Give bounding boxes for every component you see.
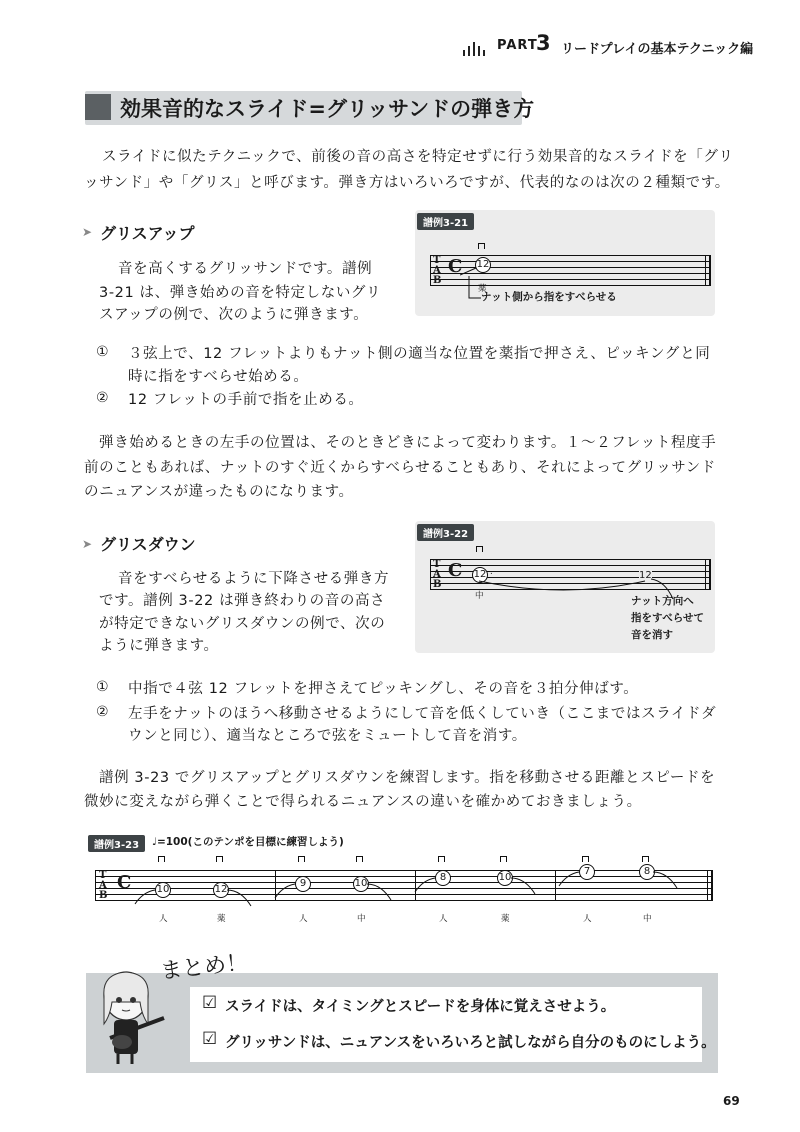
fret-number: 10 bbox=[155, 882, 171, 898]
summary-title: まとめ！ bbox=[159, 950, 250, 985]
callout-note-2: 指をすべらせて bbox=[631, 612, 704, 624]
step-2-line-1: 12 フレットの手前で指を止める。 bbox=[128, 392, 364, 408]
dot-mark: . bbox=[490, 567, 493, 577]
step-down-2-line-1: 左手をナットのほうへ移動させるようにして音を低くしていき（ここまではスライドダ bbox=[128, 706, 717, 722]
time-signature: C bbox=[117, 872, 132, 893]
header-bars-icon bbox=[463, 40, 487, 56]
tempo-marking: ♩=100(このテンポを目標に練習しよう) bbox=[152, 836, 344, 848]
fret-number: 10 bbox=[497, 870, 513, 886]
downstroke-icon bbox=[478, 243, 485, 249]
summary-item-1: スライドは、タイミングとスピードを身体に覚えさせよう。 bbox=[225, 999, 616, 1015]
tab-clef-b: B bbox=[433, 579, 442, 590]
gliss-down-body-1: 音をすべらせるように下降させる弾き方 bbox=[118, 571, 390, 587]
gliss-curve bbox=[133, 884, 173, 908]
step-number: ② bbox=[96, 390, 109, 406]
gliss-up-body-2: 3-21 は、弾き始めの音を特定しないグリ bbox=[99, 285, 382, 301]
fret-number: 10 bbox=[353, 876, 369, 892]
tab-clef-a: A bbox=[433, 265, 441, 276]
downstroke-icon bbox=[298, 856, 305, 862]
example-label: 譜例3-22 bbox=[417, 524, 474, 541]
fret-number: 12 bbox=[475, 257, 491, 273]
practice-line-2: 微妙に変えながら弾くことで得られるニュアンスの違いを確かめておきましょう。 bbox=[84, 794, 642, 810]
part-title: リードプレイの基本テクニック編 bbox=[561, 42, 754, 57]
gliss-curve bbox=[273, 878, 313, 902]
gliss-up-heading: グリスアップ bbox=[100, 224, 195, 243]
step-1-line-1: ３弦上で、12 フレットよりもナット側の適当な位置を薬指で押さえ、ピッキングと同 bbox=[128, 346, 711, 362]
step-1-line-2: 時に指をすべらせ始める。 bbox=[128, 369, 309, 385]
gliss-up-body-1: 音を高くするグリッサンドです。譜例 bbox=[118, 261, 373, 277]
callout-note-1: ナット方向へ bbox=[631, 595, 694, 607]
tab-example-3-22 bbox=[415, 521, 715, 653]
practice-line-1: 譜例 3-23 でグリスアップとグリスダウンを練習します。指を移動させる距離とスピードを bbox=[99, 770, 716, 786]
time-signature: C bbox=[448, 256, 463, 277]
mid-para-line-2: 前のこともあれば、ナットのすぐ近くからすべらせることもあり、それによってグリッサンド bbox=[84, 460, 716, 476]
intro-line-1: スライドに似たテクニックで、前後の音の高さを特定せずに行う効果音的なスライドを「グリ bbox=[102, 149, 734, 165]
downstroke-icon bbox=[582, 856, 589, 862]
finger-label: 中 bbox=[475, 591, 484, 601]
gliss-down-body-3: が特定できないグリスダウンの例で、次の bbox=[99, 616, 386, 632]
step-number: ① bbox=[96, 679, 109, 695]
tab-clef-b: B bbox=[433, 275, 442, 286]
finger-label: 人 bbox=[439, 914, 448, 924]
step-down-2-line-2: ウンと同じ）、適当なところで弦をミュートして音を消す。 bbox=[128, 728, 527, 744]
example-label: 譜例3-21 bbox=[417, 213, 474, 230]
finger-label: 中 bbox=[643, 914, 652, 924]
tab-clef-a: A bbox=[99, 880, 107, 891]
fret-number: 7 bbox=[579, 864, 595, 880]
downstroke-icon bbox=[158, 856, 165, 862]
gliss-down-heading: グリスダウン bbox=[100, 535, 196, 554]
finger-label: 薬 bbox=[217, 914, 226, 924]
gliss-down-body-2: です。譜例 3-22 は弾き終わりの音の高さ bbox=[99, 593, 386, 609]
fret-number: 12 bbox=[472, 567, 488, 583]
finger-label: 人 bbox=[299, 914, 308, 924]
intro-line-2: ッサンド」や「グリス」と呼びます。弾き方はいろいろですが、代表的なのは次の２種類です。 bbox=[84, 175, 730, 191]
tab-clef-b: B bbox=[99, 890, 108, 901]
mid-para-line-1: 弾き始めるときの左手の位置は、そのときどきによって変わります。１～２フレット程度手 bbox=[99, 435, 717, 451]
step-down-1-line-1: 中指で４弦 12 フレットを押さえてピッキングし、その音を３拍分伸ばす。 bbox=[128, 681, 639, 697]
gliss-curve bbox=[227, 886, 267, 910]
step-number: ① bbox=[96, 344, 109, 360]
subhead-arrow-icon: ➤ bbox=[82, 537, 93, 551]
tab-example-3-21 bbox=[415, 210, 715, 316]
page-number: 69 bbox=[723, 1094, 740, 1108]
downstroke-icon bbox=[438, 856, 445, 862]
section-title: 効果音的なスライド=グリッサンドの弾き方 bbox=[120, 97, 535, 121]
tab-clef-t: T bbox=[99, 870, 107, 881]
fret-number: 9 bbox=[295, 876, 311, 892]
tab-clef-t: T bbox=[433, 559, 441, 570]
gliss-curve bbox=[511, 874, 551, 898]
tab-example-3-23 bbox=[95, 850, 715, 930]
downstroke-icon bbox=[356, 856, 363, 862]
checkbox-icon: ☑ bbox=[202, 1029, 218, 1049]
checkbox-icon: ☑ bbox=[202, 993, 218, 1013]
example-label: 譜例3-23 bbox=[88, 835, 145, 852]
time-signature: C bbox=[448, 560, 463, 581]
section-marker-block bbox=[85, 94, 111, 120]
gliss-curve bbox=[413, 872, 453, 896]
finger-label: 人 bbox=[159, 914, 168, 924]
part-number: 3 bbox=[536, 31, 551, 55]
callout-note-3: 音を消す bbox=[631, 629, 673, 641]
finger-label: 中 bbox=[357, 914, 366, 924]
fret-number: 8 bbox=[435, 870, 451, 886]
gliss-curve bbox=[653, 868, 693, 892]
gliss-up-body-3: スアップの例で、次のように弾きます。 bbox=[99, 307, 369, 323]
step-number: ② bbox=[96, 704, 109, 720]
gliss-down-body-4: ように弾きます。 bbox=[99, 638, 219, 654]
part-label: PART bbox=[497, 38, 538, 53]
downstroke-icon bbox=[216, 856, 223, 862]
downstroke-icon bbox=[500, 856, 507, 862]
fret-number-end: 12 bbox=[639, 570, 652, 581]
finger-label: 薬 bbox=[501, 914, 510, 924]
mid-para-line-3: のニュアンスが違ったものになります。 bbox=[84, 484, 354, 500]
gliss-curve bbox=[367, 880, 407, 904]
gliss-curve bbox=[557, 866, 597, 890]
tab-clef-a: A bbox=[433, 569, 441, 580]
subhead-arrow-icon: ➤ bbox=[82, 225, 93, 239]
downstroke-icon bbox=[476, 546, 483, 552]
summary-item-2: グリッサンドは、ニュアンスをいろいろと試しながら自分のものにしよう。 bbox=[225, 1035, 716, 1051]
finger-label: 人 bbox=[583, 914, 592, 924]
finger-label: 薬 bbox=[478, 284, 487, 294]
tab-clef-t: T bbox=[433, 255, 441, 266]
fret-number: 8 bbox=[639, 864, 655, 880]
downstroke-icon bbox=[642, 856, 649, 862]
character-illustration bbox=[92, 966, 172, 1066]
callout-note: ナット側から指をすべらせる bbox=[481, 291, 617, 303]
fret-number: 12 bbox=[213, 882, 229, 898]
